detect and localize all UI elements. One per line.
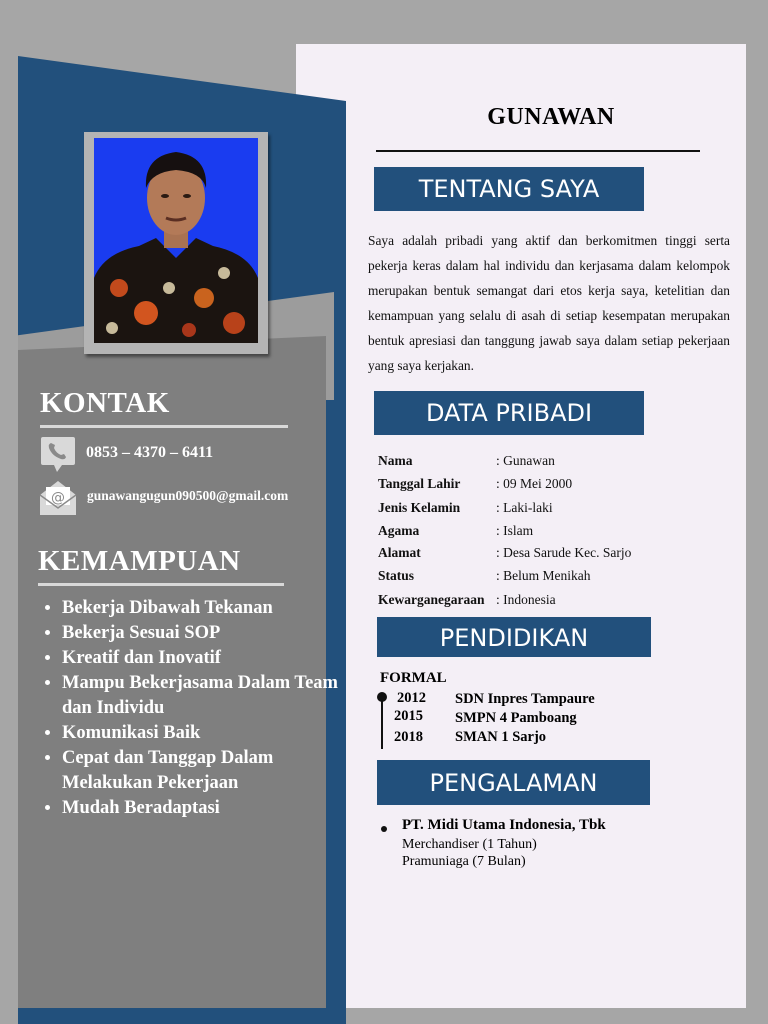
education-year: 2018 [394,729,423,745]
svg-text:@: @ [51,490,65,506]
info-value-nationality: : Indonesia [496,592,556,607]
name-rule [376,150,700,152]
candidate-name: GUNAWAN [487,104,615,130]
skills-heading-rule [38,583,284,586]
info-label-status: Status [378,568,415,583]
personal-heading: DATA PRIBADI [374,391,644,435]
skills-list [34,596,354,821]
info-value-status: : Belum Menikah [496,568,591,583]
contact-heading-rule [40,425,288,428]
info-value-religion: : Islam [496,523,534,538]
education-heading: PENDIDIKAN [377,617,651,657]
info-value-name: : Gunawan [496,453,555,468]
education-year: 2012 [397,690,426,706]
skill-item: • Cepat dan Tanggap Dalam Melakukan Pekerjaan [62,746,354,796]
about-text: Saya adalah pribadi yang aktif dan berkomitmen tinggi serta pekerja keras dalam hal individu dan kerjasama dalam kelompok merupakan bentuk semangat dari etos kerja saya, ketelitian dan kemampuan yang selalu di asah di setiap kesempatan merupakan bentuk apresiasi dan tanggung jawab saya dalam setiap pekerjaan yang saya kerjakan. [368,233,730,373]
skill-item: • Kreatif dan Inovatif [62,646,354,671]
phone-number[interactable]: 0853 – 4370 – 6411 [86,444,214,461]
education-school: SMAN 1 Sarjo [455,729,547,745]
education-year: 2015 [394,708,423,724]
skills-heading: KEMAMPUAN [38,545,241,577]
education-school: SMPN 4 Pamboang [455,710,577,726]
experience-heading: PENGALAMAN [377,760,650,805]
education-formal-label: FORMAL [380,670,447,686]
info-label-religion: Agama [378,523,420,538]
info-label-address: Alamat [378,545,421,560]
about-heading: TENTANG SAYA [374,167,644,211]
info-value-gender: : Laki-laki [496,500,553,515]
education-timeline-dot [377,692,387,702]
skill-item: • Mudah Beradaptasi [62,796,354,821]
skill-item: • Mampu Bekerjasama Dalam Team dan Individu [62,671,354,721]
info-label-nationality: Kewarganegaraan [378,592,485,607]
email-icon [38,479,78,517]
skill-item: • Bekerja Sesuai SOP [62,621,354,646]
info-label-name: Nama [378,453,413,468]
skill-item: • Komunikasi Baik [62,721,354,746]
info-value-birthdate: : 09 Mei 2000 [496,476,573,491]
experience-role: Merchandiser (1 Tahun) [402,837,537,852]
experience-role: Pramuniaga (7 Bulan) [402,854,526,869]
education-school: SDN Inpres Tampaure [455,691,595,707]
profile-photo [94,138,258,343]
phone-icon [40,435,76,475]
skill-item: • Bekerja Dibawah Tekanan [62,596,354,621]
experience-bullet [381,826,387,832]
contact-heading: KONTAK [40,387,170,419]
email-address[interactable]: gunawangugun090500@gmail.com [87,488,289,503]
experience-company: PT. Midi Utama Indonesia, Tbk [402,817,606,833]
info-value-address: : Desa Sarude Kec. Sarjo [496,545,632,560]
info-label-gender: Jenis Kelamin [378,500,461,515]
info-label-birthdate: Tanggal Lahir [378,476,461,491]
